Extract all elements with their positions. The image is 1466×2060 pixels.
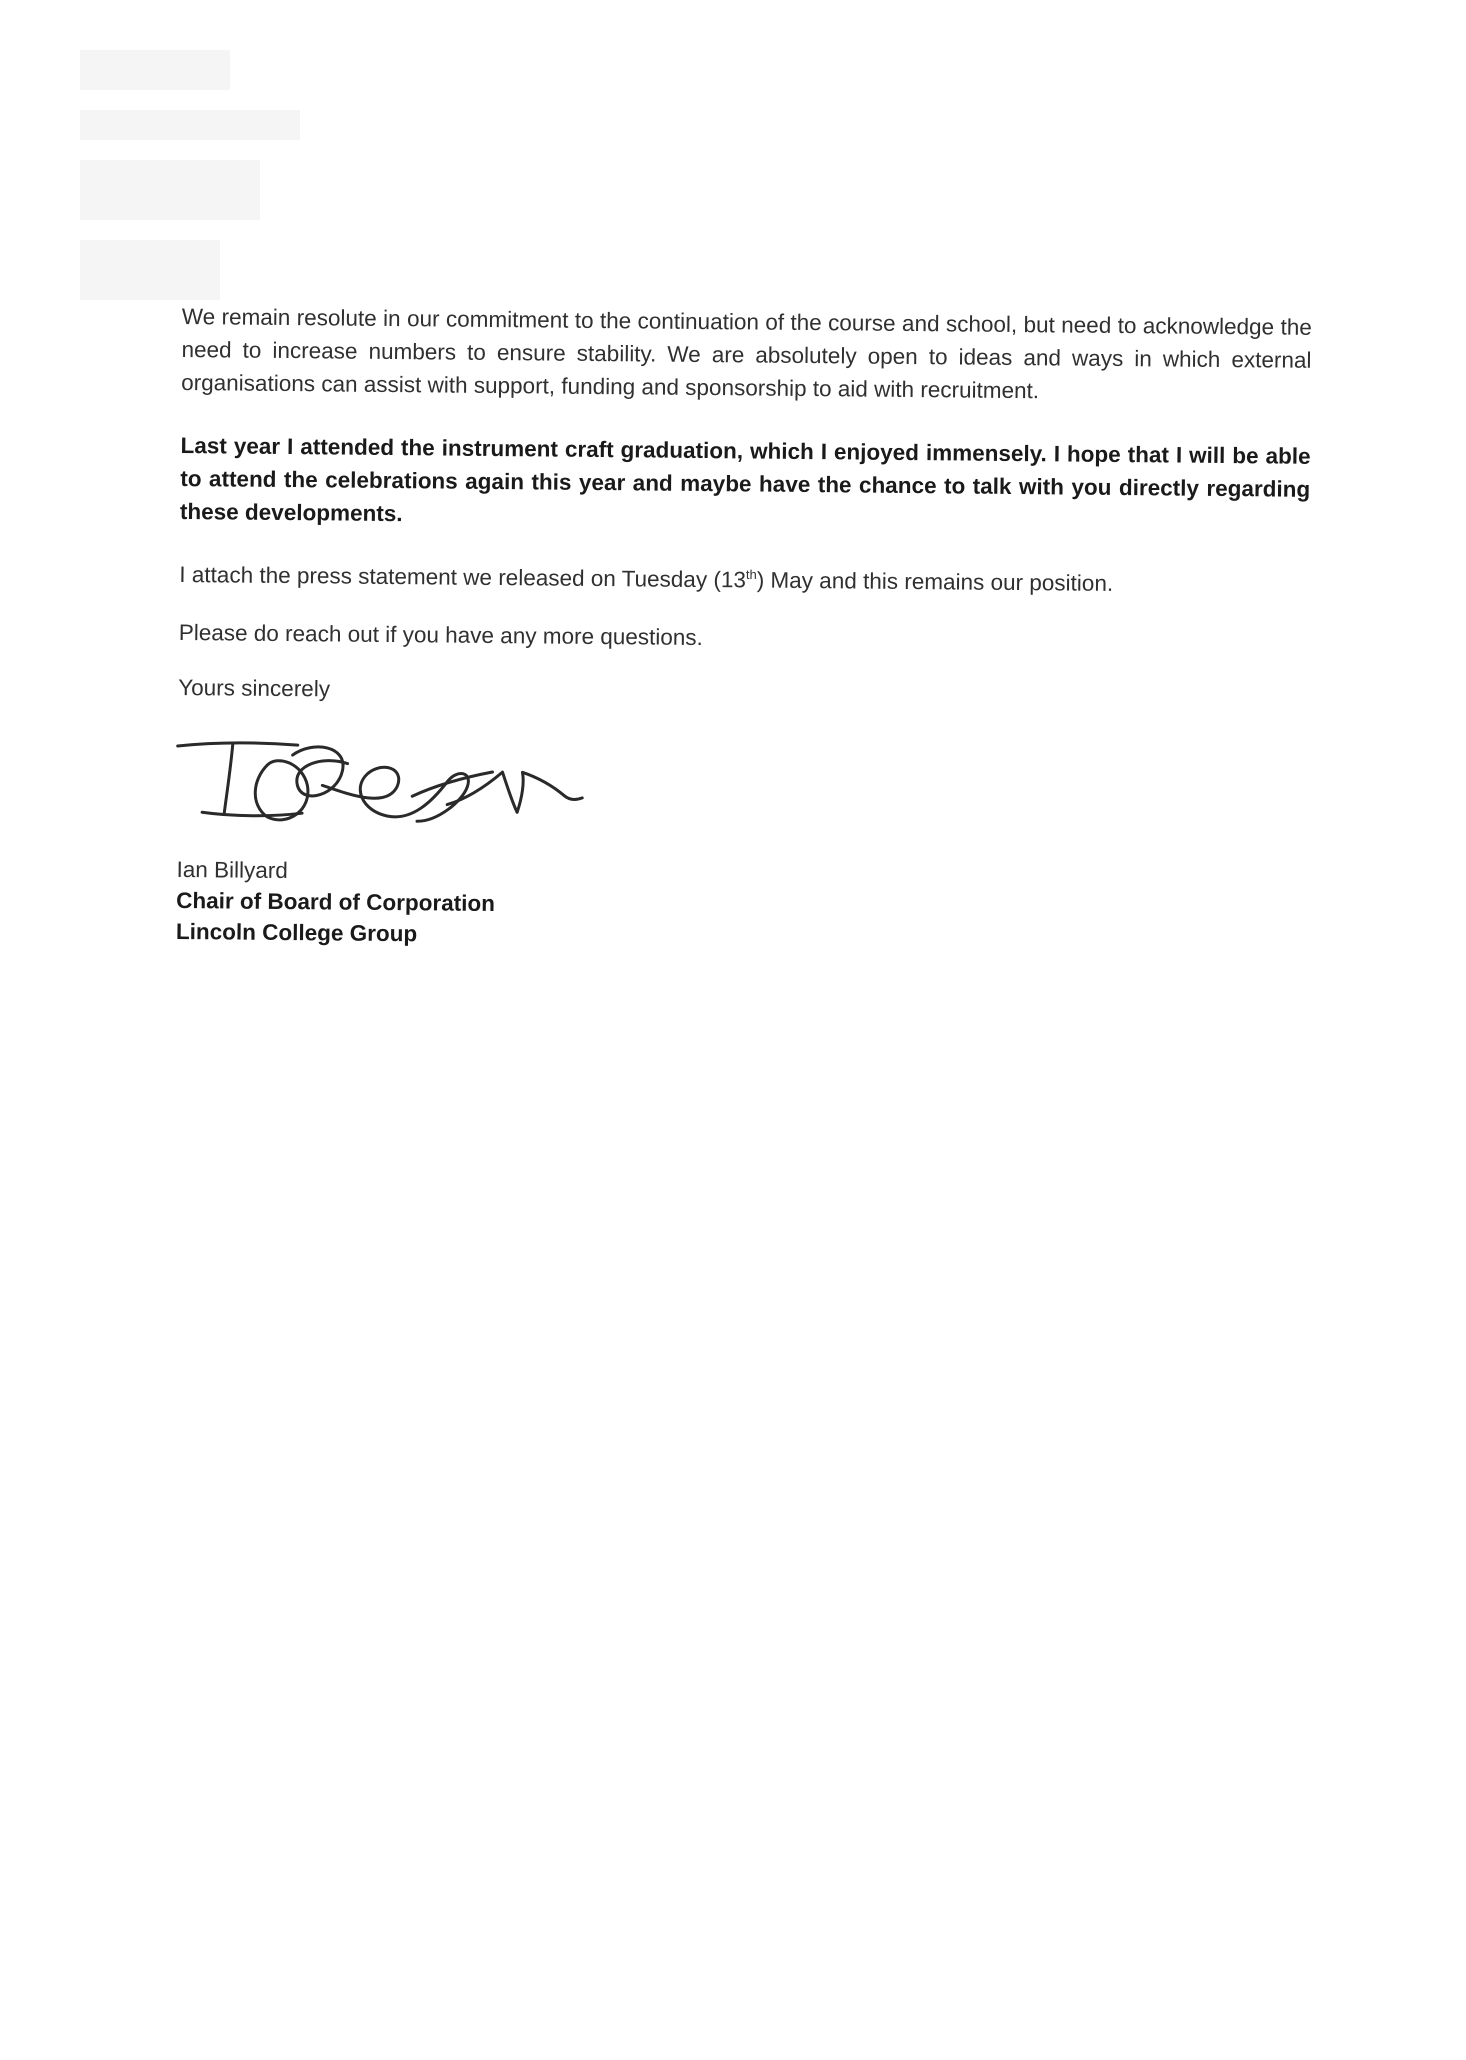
signatory-block	[176, 854, 1307, 958]
signature	[172, 724, 593, 838]
letter-body	[176, 300, 1312, 958]
paragraph-press-statement	[179, 558, 1309, 602]
paragraph-graduation: Last year I attended the instrument craft graduation, which I enjoyed immensely. I hope that I will be able to attend the celebrations again this year and maybe have the chance to talk with you directly regarding these developments.	[179, 432, 1311, 527]
signatory-name: Ian Billyard	[176, 856, 288, 884]
signatory-title: Chair of Board of Corporation	[176, 887, 496, 917]
signatory-organisation: Lincoln College Group	[175, 918, 418, 947]
ordinal-suffix: th	[745, 566, 757, 583]
faded-letterhead	[80, 50, 380, 320]
handwritten-signature-icon	[172, 724, 593, 838]
paragraph-questions: Please do reach out if you have any more questions.	[178, 619, 703, 651]
press-text-end: ) May and this remains our position.	[756, 567, 1114, 596]
paragraph-commitment: We remain resolute in our commitment to the continuation of the course and school, but need to acknowledge the need to increase numbers to ensure stability. We are absolutely open to ideas and ways in which external organisations can assist with support, funding and sponsorship to aid with recruitment.	[181, 303, 1312, 404]
closing-salutation: Yours sincerely	[178, 674, 331, 702]
press-text-start: I attach the press statement we released on Tuesday (13	[179, 561, 747, 593]
